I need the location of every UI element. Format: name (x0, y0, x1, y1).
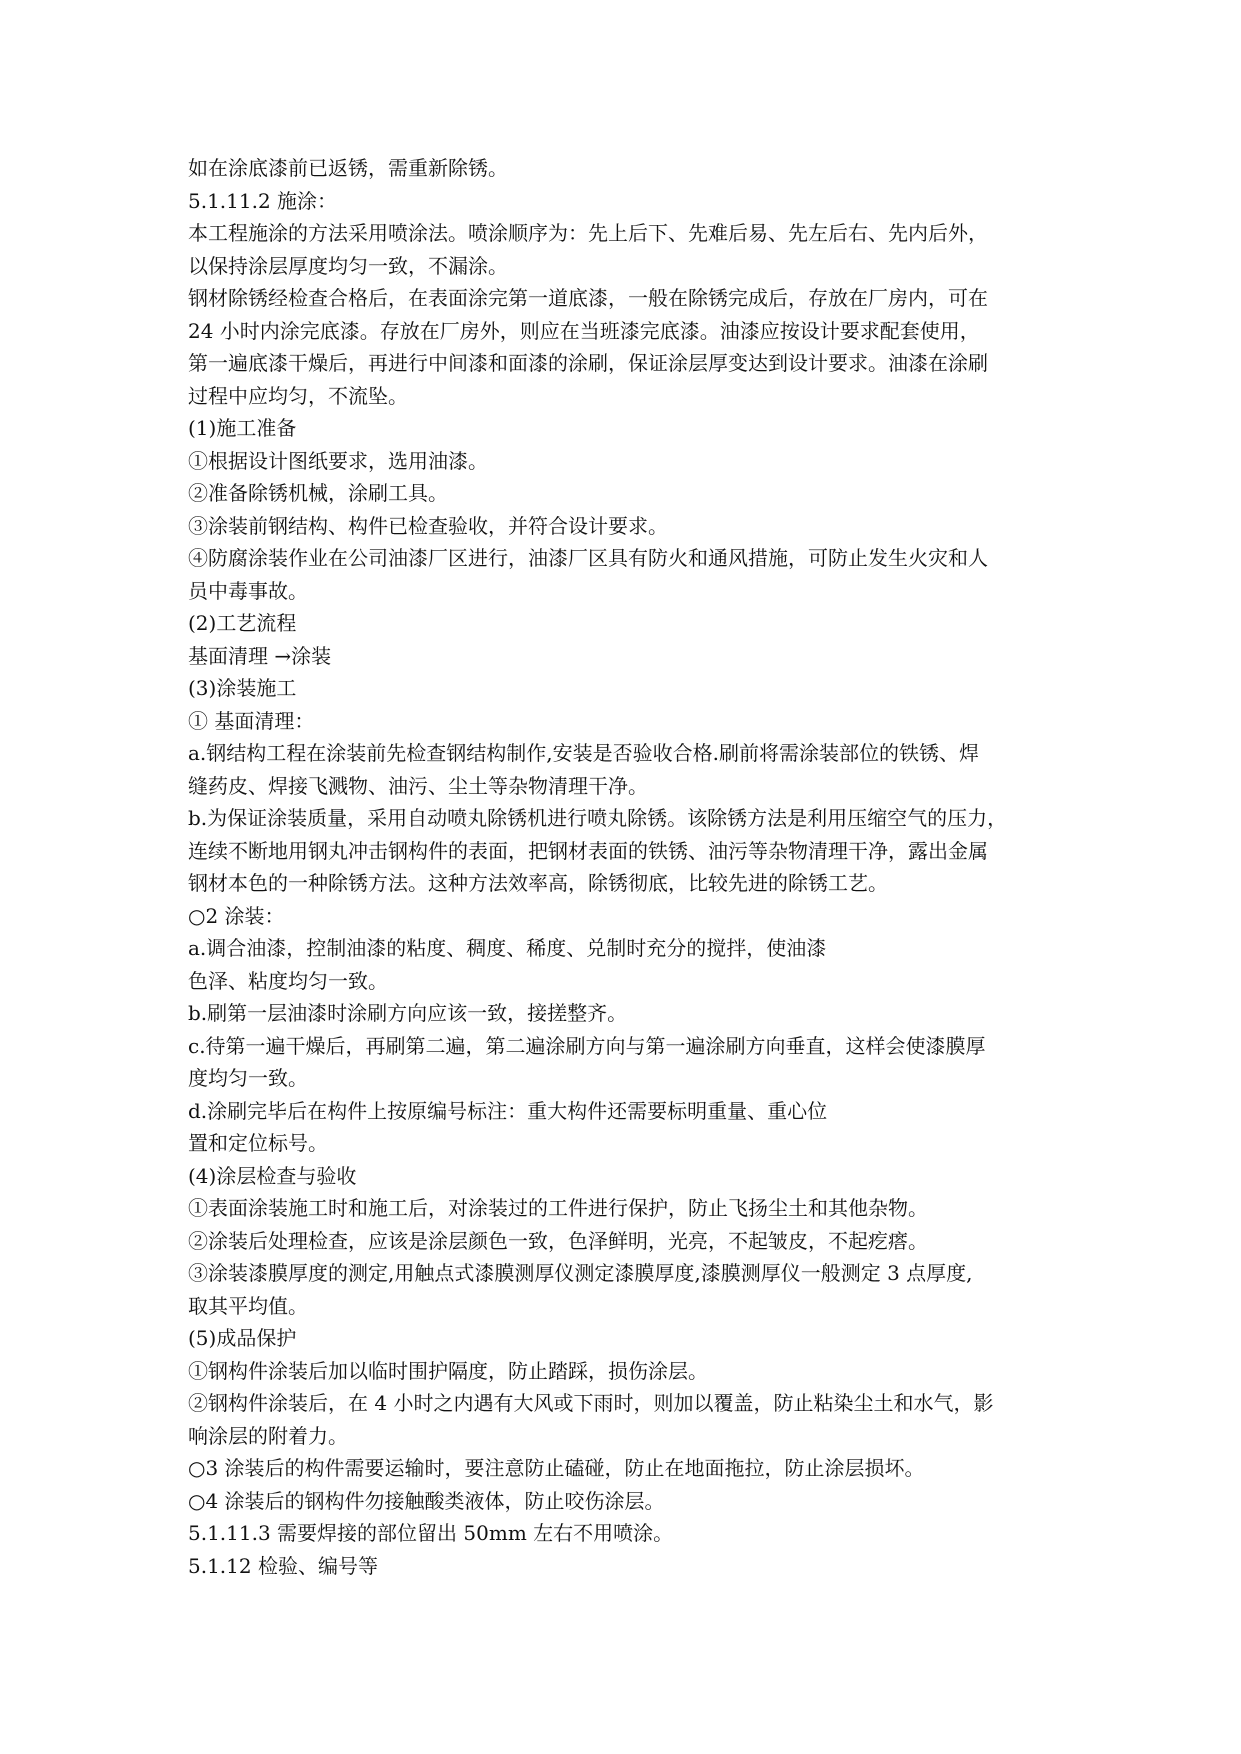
list-item: ①钢构件涂装后加以临时围护隔度，防止踏踩，损伤涂层。 (188, 1358, 708, 1383)
subsection-heading: (1)施工准备 (188, 416, 297, 440)
text-line: 响涂层的附着力。 (188, 1423, 348, 1448)
list-item: ②准备除锈机械，涂刷工具。 (188, 481, 448, 505)
text-line: 度均匀一致。 (188, 1066, 308, 1090)
list-item: ○4 涂装后的钢构件勿接触酸类液体，防止咬伤涂层。 (188, 1488, 665, 1513)
list-item: ③涂装前钢结构、构件已检查验收，并符合设计要求。 (188, 513, 668, 538)
list-item: ②涂装后处理检查，应该是涂层颜色一致，色泽鲜明，光亮，不起皱皮，不起疙瘩。 (188, 1228, 928, 1253)
text-line: c.待第一遍干燥后，再刷第二遍，第二遍涂刷方向与第一遍涂刷方向垂直，这样会使漆膜厚 (188, 1033, 986, 1058)
text-line: b.为保证涂装质量，采用自动喷丸除锈机进行喷丸除锈。该除锈方法是利用压缩空气的压力， (188, 806, 1008, 830)
list-item: ① 基面清理： (188, 708, 315, 733)
text-line: b.刷第一层油漆时涂刷方向应该一致，接搓整齐。 (188, 1001, 628, 1025)
list-item: ○3 涂装后的构件需要运输时，要注意防止磕碰，防止在地面拖拉，防止涂层损坏。 (188, 1456, 925, 1480)
list-item: ①根据设计图纸要求，选用油漆。 (188, 448, 488, 473)
text-line: 过程中应均匀，不流坠。 (188, 383, 408, 408)
list-item: ②钢构件涂装后，在 4 小时之内遇有大风或下雨时，则加以覆盖，防止粘染尘土和水气，影 (188, 1391, 994, 1415)
text-line: 连续不断地用钢丸冲击钢构件的表面，把钢材表面的铁锈、油污等杂物清理干净，露出金属 (188, 838, 988, 863)
text-line: 以保持涂层厚度均匀一致，不漏涂。 (188, 253, 508, 278)
text-line: 如在涂底漆前已返锈，需重新除锈。 (188, 156, 508, 180)
subsection-heading: (2)工艺流程 (188, 611, 297, 635)
text-line: 置和定位标号。 (188, 1131, 328, 1155)
list-item: ○2 涂装： (188, 903, 285, 928)
list-item: ③涂装漆膜厚度的测定,用触点式漆膜测厚仪测定漆膜厚度,漆膜测厚仪一般测定 3 点厚度, (188, 1261, 973, 1285)
text-line: 员中毒事故。 (188, 578, 308, 603)
process-flow: 基面清理 →涂装 (188, 643, 332, 668)
text-line: 第一遍底漆干燥后，再进行中间漆和面漆的涂刷，保证涂层厚变达到设计要求。油漆在涂刷 (188, 351, 988, 375)
section-heading: 5.1.12 检验、编号等 (188, 1553, 378, 1578)
text-line: 钢材本色的一种除锈方法。这种方法效率高，除锈彻底，比较先进的除锈工艺。 (188, 871, 888, 895)
text-line: a.钢结构工程在涂装前先检查钢结构制作,安装是否验收合格.刷前将需涂装部位的铁锈、焊 (188, 741, 979, 765)
text-line: 色泽、粘度均匀一致。 (188, 968, 388, 993)
subsection-heading: (5)成品保护 (188, 1326, 297, 1350)
list-item: ①表面涂装施工时和施工后，对涂装过的工件进行保护，防止飞扬尘土和其他杂物。 (188, 1196, 928, 1220)
text-line: 缝药皮、焊接飞溅物、油污、尘土等杂物清理干净。 (188, 773, 648, 798)
text-line: 钢材除锈经检查合格后，在表面涂完第一道底漆，一般在除锈完成后，存放在厂房内，可在 (188, 286, 988, 310)
section-heading: 5.1.11.2 施涂： (188, 188, 338, 213)
text-line: 本工程施涂的方法采用喷涂法。喷涂顺序为：先上后下、先难后易、先左后右、先内后外， (188, 221, 988, 245)
text-line: 24 小时内涂完底漆。存放在厂房外，则应在当班漆完底漆。油漆应按设计要求配套使用， (188, 318, 980, 343)
section-heading: 5.1.11.3 需要焊接的部位留出 50mm 左右不用喷涂。 (188, 1521, 674, 1545)
subsection-heading: (3)涂装施工 (188, 676, 297, 700)
document-body (188, 152, 1068, 1582)
text-line: a.调合油漆，控制油漆的粘度、稠度、稀度、兑制时充分的搅拌，使油漆 (188, 936, 827, 960)
list-item: ④防腐涂装作业在公司油漆厂区进行，油漆厂区具有防火和通风措施，可防止发生火灾和人 (188, 546, 988, 570)
subsection-heading: (4)涂层检查与验收 (188, 1163, 357, 1188)
text-line: 取其平均值。 (188, 1293, 308, 1318)
text-line: d.涂刷完毕后在构件上按原编号标注：重大构件还需要标明重量、重心位 (188, 1098, 828, 1123)
